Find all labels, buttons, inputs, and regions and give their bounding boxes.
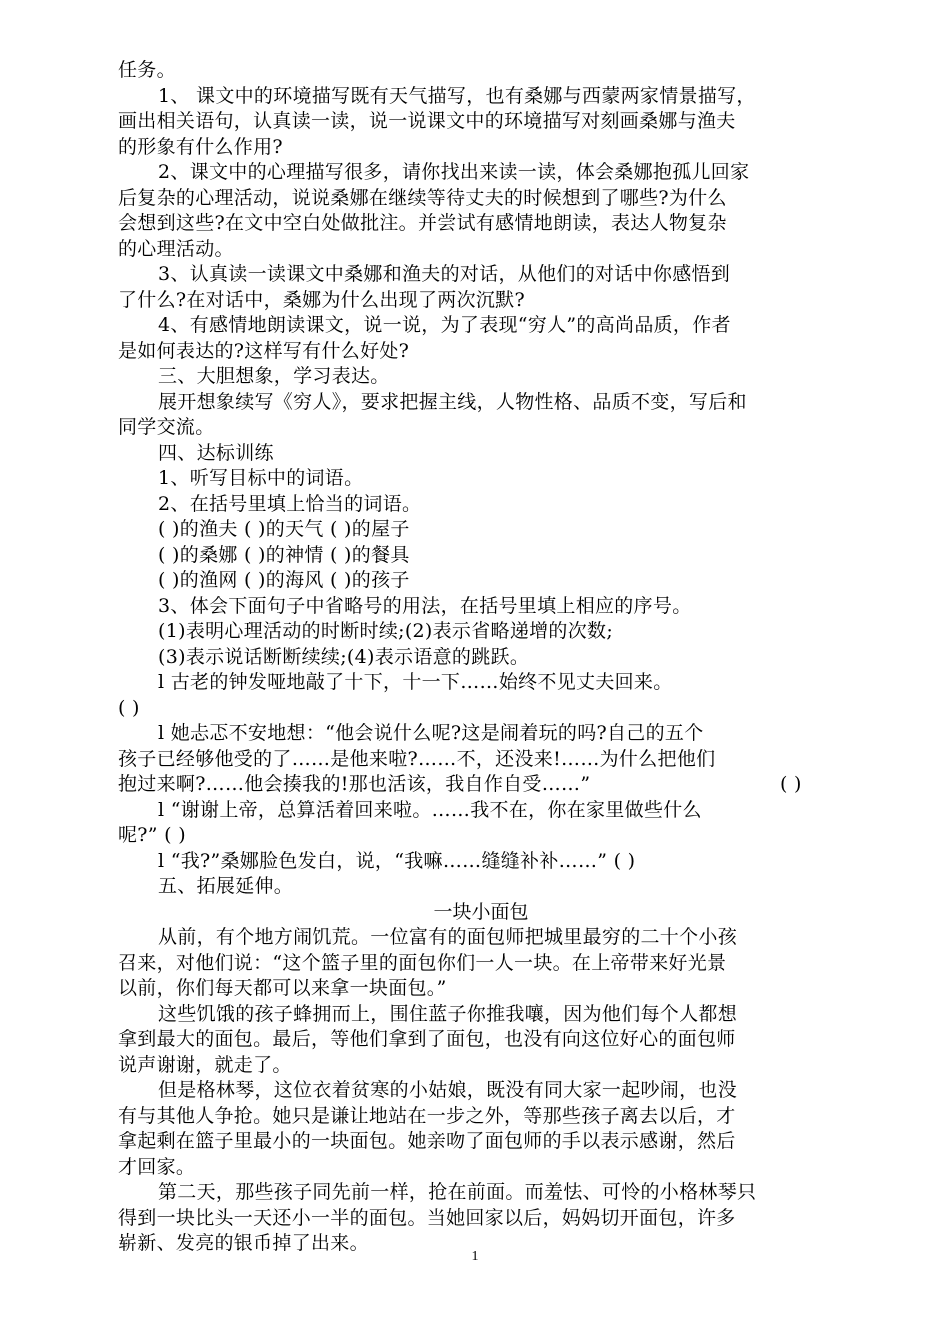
text-line-content: 呢?” ( ) <box>118 824 186 846</box>
text-line <box>118 466 834 492</box>
text-line <box>118 594 834 620</box>
story-line <box>118 1027 834 1053</box>
text-line <box>118 58 834 84</box>
text-line <box>118 772 834 798</box>
text-line <box>118 543 834 569</box>
story-line <box>118 976 834 1002</box>
text-line-content: 同学交流。 <box>118 416 215 438</box>
text-line-content: l “我?”桑娜脸色发白，说，“我嘛……缝缝补补……” ( ) <box>158 849 636 872</box>
text-line-content: ( ) <box>118 696 140 719</box>
text-line <box>118 747 834 773</box>
text-line <box>118 874 834 900</box>
text-line-content: 1、听写目标中的词语。 <box>158 467 364 489</box>
text-line-content: 后复杂的心理活动，说说桑娜在继续等待丈夫的时候想到了哪些?为什么 <box>118 186 727 209</box>
text-line-content: 孩子已经够他受的了……是他来啦?……不，还没来!……为什么把他们 <box>118 747 716 770</box>
text-line <box>118 135 834 161</box>
text-line-content: 五、拓展延伸。 <box>158 875 294 897</box>
text-line <box>118 568 834 594</box>
text-line <box>118 492 834 518</box>
text-line <box>118 313 834 339</box>
text-line <box>118 798 834 824</box>
text-line-content: 展开想象续写《穷人》，要求把握主线，人物性格、品质不变，写后和 <box>158 390 747 413</box>
text-line <box>118 849 834 875</box>
text-line-content: 任务。 <box>118 59 176 81</box>
text-line <box>118 670 834 696</box>
story-line-content: 说声谢谢，就走了。 <box>118 1053 292 1076</box>
text-line <box>118 262 834 288</box>
text-line-content: 1、 课文中的环境描写既有天气描写，也有桑娜与西蒙两家情景描写， <box>158 84 756 107</box>
text-line <box>118 186 834 212</box>
text-line <box>118 721 834 747</box>
text-line-content: 抱过来啊?……他会揍我的!那也活该，我自作自受……” <box>118 773 591 795</box>
text-line <box>118 415 834 441</box>
text-line-content: 3、体会下面句子中省略号的用法，在括号里填上相应的序号。 <box>158 594 692 617</box>
story-line <box>118 1155 834 1181</box>
text-line-content: l 古老的钟发哑地敲了十下，十一下……始终不见丈夫回来。 <box>158 671 673 693</box>
text-line <box>118 517 834 543</box>
text-line-content: 2、在括号里填上恰当的词语。 <box>158 492 422 515</box>
text-line <box>118 237 834 263</box>
document-body <box>118 58 834 1257</box>
text-line <box>118 288 834 314</box>
story-line <box>118 951 834 977</box>
story-line <box>118 925 834 951</box>
text-line <box>118 441 834 467</box>
story-line <box>118 1002 834 1028</box>
page-number: 1 <box>471 1249 479 1264</box>
text-line <box>118 109 834 135</box>
text-line-content: (3)表示说话断断续续;(4)表示语意的跳跃。 <box>158 645 530 668</box>
text-line-content: 的心理活动。 <box>118 237 234 260</box>
text-line-content: 三、大胆想象，学习表达。 <box>158 365 390 387</box>
story-line-content: 这些饥饿的孩子蜂拥而上，围住蓝子你推我嚷，因为他们每个人都想 <box>158 1002 738 1025</box>
story-line <box>118 1180 834 1206</box>
text-line <box>118 823 834 849</box>
text-line-content: (1)表明心理活动的时断时续;(2)表示省略递增的次数; <box>158 620 614 642</box>
story-line-content: 第二天，那些孩子同先前一样，抢在前面。而羞怯、可怜的小格林琴只 <box>158 1181 757 1203</box>
story-line <box>118 1078 834 1104</box>
story-line-content: 拿起剩在篮子里最小的一块面包。她亲吻了面包师的手以表示感谢，然后 <box>118 1130 736 1152</box>
text-line-content: ( )的桑娜 ( )的神情 ( )的餐具 <box>158 543 410 566</box>
story-line <box>118 1104 834 1130</box>
story-title: 一块小面包 <box>433 900 529 923</box>
story-line <box>118 1129 834 1155</box>
text-line-content: 四、达标训练 <box>158 441 274 464</box>
text-line <box>118 696 834 722</box>
text-line <box>118 160 834 186</box>
text-line-content: 画出相关语句，认真读一读，说一说课文中的环境描写对刻画桑娜与渔夫 <box>118 110 736 132</box>
story-line-content: 才回家。 <box>118 1155 196 1178</box>
text-line-content: 会想到这些?在文中空白处做批注。并尝试有感情地朗读，表达人物复杂 <box>118 212 727 234</box>
text-line-content: 2、课文中的心理描写很多，请你找出来读一读，体会桑娜抱孤儿回家 <box>158 161 750 183</box>
text-line <box>118 390 834 416</box>
story-line-content: 召来，对他们说：“这个篮子里的面包你们一人一块。在上帝带来好光景 <box>118 951 727 974</box>
story-line-content: 拿到最大的面包。最后，等他们拿到了面包，也没有向这位好心的面包师 <box>118 1028 736 1050</box>
text-line <box>118 211 834 237</box>
story-line <box>118 1206 834 1232</box>
story-line-content: 从前，有个地方闹饥荒。一位富有的面包师把城里最穷的二十个小孩 <box>158 926 738 948</box>
story-line-content: 崭新、发亮的银币掉了出来。 <box>118 1232 369 1254</box>
text-line-content: l 她忐忑不安地想：“他会说什么呢?这是闹着玩的吗?自己的五个 <box>158 722 704 744</box>
text-line-content: 4、有感情地朗读课文，说一说，为了表现“穷人”的高尚品质，作者 <box>158 314 731 336</box>
story-line-content: 但是格林琴，这位衣着贫寒的小姑娘，既没有同大家一起吵闹，也没 <box>158 1079 738 1101</box>
text-line-content: 的形象有什么作用? <box>118 135 283 158</box>
text-line <box>118 84 834 110</box>
text-line <box>118 619 834 645</box>
story-line-content: 以前，你们每天都可以来拿一块面包。” <box>118 977 447 999</box>
text-line-content: 3、认真读一读课文中桑娜和渔夫的对话，从他们的对话中你感悟到 <box>158 263 731 285</box>
story-line <box>118 1053 834 1079</box>
text-line-content: ( )的渔夫 ( )的天气 ( )的屋子 <box>158 518 410 540</box>
text-line-content: ( )的渔网 ( )的海风 ( )的孩子 <box>158 569 410 591</box>
text-line <box>118 645 834 671</box>
text-line-content: 是如何表达的?这样写有什么好处? <box>118 339 410 362</box>
text-line <box>118 364 834 390</box>
story-line-content: 有与其他人争抢。她只是谦让地站在一步之外，等那些孩子离去以后，才 <box>118 1104 736 1127</box>
text-line <box>118 339 834 365</box>
text-line-content: l “谢谢上帝，总算活着回来啦。……我不在，你在家里做些什么 <box>158 798 702 821</box>
text-line-content: 了什么?在对话中，桑娜为什么出现了两次沉默? <box>118 288 525 311</box>
answer-blank: ( ) <box>780 773 802 795</box>
story-line-content: 得到一块比头一天还小一半的面包。当她回家以后，妈妈切开面包，许多 <box>118 1206 736 1229</box>
